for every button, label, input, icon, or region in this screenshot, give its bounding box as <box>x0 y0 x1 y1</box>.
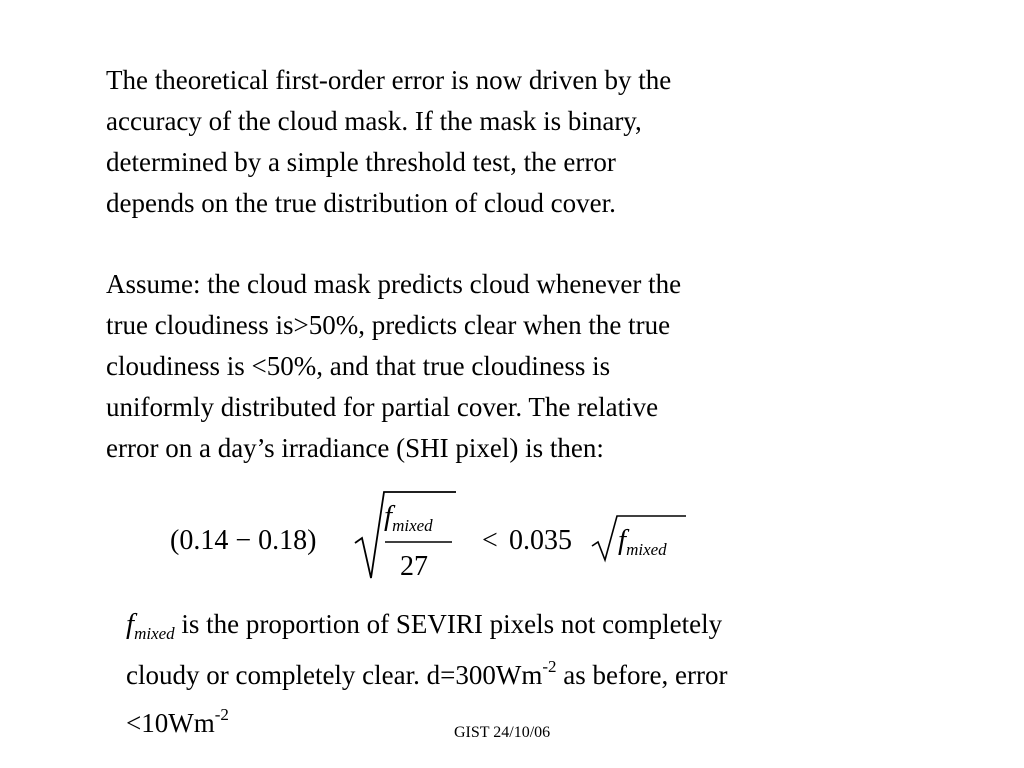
paragraph-definition <box>126 604 727 744</box>
paragraph-line: cloudy or completely clear. $d=300Wm^{-2}$ as before, error <box>126 657 728 690</box>
paragraph-line: $f_{mixed}$ is the proportion of SEVIRI pixels not completely <box>126 608 723 643</box>
equation-relation: < <box>482 525 498 556</box>
paragraph-line: cloudiness is <50%, and that true cloudiness is <box>106 351 611 381</box>
equation-left-factor: (0.14 − 0.18) <box>170 525 317 556</box>
slide-footer: GIST 24/10/06 <box>454 724 551 741</box>
paragraph-line: $<10Wm^{-2}$ <box>126 705 229 738</box>
equation-rhs-term: $f_{mixed}$ <box>618 524 667 559</box>
paragraph-line: depends on the true distribution of cloud cover. <box>106 188 616 218</box>
paragraph-line: accuracy of the cloud mask. If the mask is binary, <box>106 106 642 136</box>
paragraph-line: The theoretical first-order error is now driven by the <box>106 65 672 95</box>
equation-coefficient: 0.035 <box>509 525 572 556</box>
paragraph-line: true cloudiness is>50%, predicts clear when the true <box>106 310 671 340</box>
paragraph-intro <box>106 60 671 224</box>
paragraph-line: determined by a simple threshold test, the error <box>106 147 616 177</box>
paragraph-line: error on a day’s irradiance (SHI pixel) is then: <box>106 433 604 463</box>
paragraph-line: uniformly distributed for partial cover. The relative <box>106 392 659 422</box>
fraction-numerator: $f_{mixed}$ <box>384 500 433 535</box>
paragraph-assumption <box>106 264 681 469</box>
fraction-denominator: 27 <box>400 551 428 582</box>
paragraph-line: Assume: the cloud mask predicts cloud whenever the <box>106 269 682 299</box>
